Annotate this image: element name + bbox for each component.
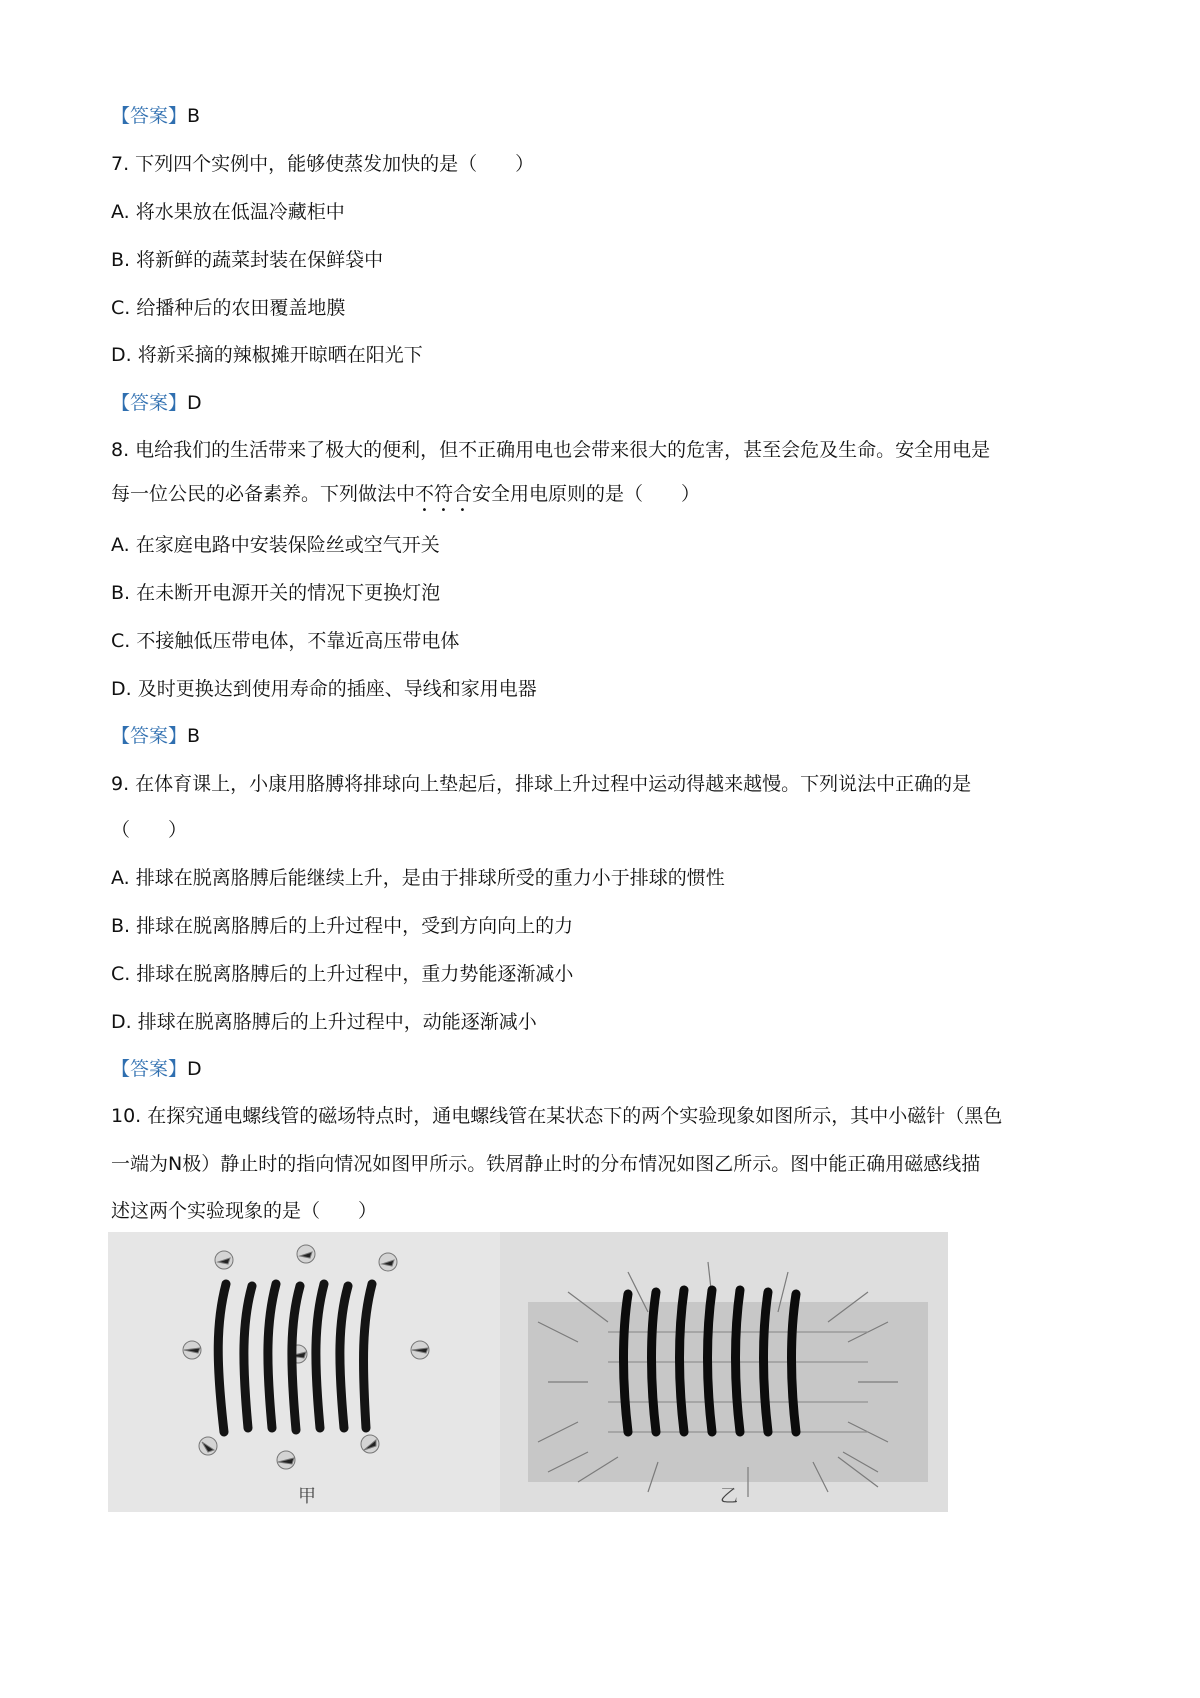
q8-answer xyxy=(111,724,200,748)
answer-label: 【答案】 xyxy=(111,392,188,414)
q9-option-a: A. 排球在脱离胳膊后能继续上升，是由于排球所受的重力小于排球的惯性 xyxy=(111,867,725,889)
q7-answer xyxy=(111,391,202,415)
figure-panel-left xyxy=(108,1232,500,1512)
q6-answer xyxy=(111,104,200,128)
compass-icon xyxy=(183,1341,201,1359)
compass-icon xyxy=(361,1435,379,1453)
q8-stem-line1: 8. 电给我们的生活带来了极大的便利，但不正确用电也会带来很大的危害，甚至会危及生命。安全用电是 xyxy=(111,439,991,461)
answer-value: D xyxy=(187,392,202,414)
q10-stem-line2: 一端为N极）静止时的指向情况如图甲所示。铁屑静止时的分布情况如图乙所示。图中能正确用磁感线描 xyxy=(111,1153,981,1175)
solenoid-figure xyxy=(108,1232,948,1512)
compass-icon xyxy=(277,1451,295,1469)
q8-stem-emphasis: 不符合 xyxy=(415,483,473,505)
answer-label: 【答案】 xyxy=(111,725,188,747)
q9-option-d: D. 排球在脱离胳膊后的上升过程中，动能逐渐减小 xyxy=(111,1011,537,1033)
q7-option-a: A. 将水果放在低温冷藏柜中 xyxy=(111,201,345,223)
q8-option-a: A. 在家庭电路中安装保险丝或空气开关 xyxy=(111,534,440,556)
q9-stem-line2: （ ） xyxy=(111,819,188,841)
q10-stem-line3: 述这两个实验现象的是（ ） xyxy=(111,1200,378,1222)
compass-icon xyxy=(215,1251,233,1269)
q9-answer xyxy=(111,1057,202,1081)
answer-label: 【答案】 xyxy=(111,1058,188,1080)
compass-icon xyxy=(411,1341,429,1359)
answer-value: D xyxy=(187,1058,202,1080)
compass-icon xyxy=(379,1253,397,1271)
answer-value: B xyxy=(187,105,201,127)
q8-option-d: D. 及时更换达到使用寿命的插座、导线和家用电器 xyxy=(111,678,537,700)
q7-option-b: B. 将新鲜的蔬菜封装在保鲜袋中 xyxy=(111,249,384,271)
q8-stem-pre: 每一位公民的必备素养。下列做法中 xyxy=(111,483,416,505)
figure-label-right: 乙 xyxy=(720,1486,738,1507)
q8-stem-post: 安全用电原则的是（ ） xyxy=(472,483,701,505)
q7-option-d: D. 将新采摘的辣椒摊开晾晒在阳光下 xyxy=(111,344,423,366)
q9-stem-line1: 9. 在体育课上，小康用胳膊将排球向上垫起后，排球上升过程中运动得越来越慢。下列说法中正确的是 xyxy=(111,773,972,795)
answer-label: 【答案】 xyxy=(111,105,188,127)
answer-value: B xyxy=(187,725,201,747)
q8-stem-line2 xyxy=(111,482,700,516)
q9-option-b: B. 排球在脱离胳膊后的上升过程中，受到方向向上的力 xyxy=(111,915,574,937)
q8-option-b: B. 在未断开电源开关的情况下更换灯泡 xyxy=(111,582,441,604)
q8-option-c: C. 不接触低压带电体，不靠近高压带电体 xyxy=(111,630,460,652)
q7-stem: 7. 下列四个实例中，能够使蒸发加快的是（ ） xyxy=(111,153,535,175)
q10-stem-line1: 10. 在探究通电螺线管的磁场特点时，通电螺线管在某状态下的两个实验现象如图所示，其中小磁针（黑色 xyxy=(111,1105,1003,1127)
q7-option-c: C. 给播种后的农田覆盖地膜 xyxy=(111,297,346,319)
figure-label-left: 甲 xyxy=(298,1486,316,1507)
compass-icon xyxy=(297,1245,315,1263)
q9-option-c: C. 排球在脱离胳膊后的上升过程中，重力势能逐渐减小 xyxy=(111,963,574,985)
compass-icon xyxy=(199,1437,217,1455)
